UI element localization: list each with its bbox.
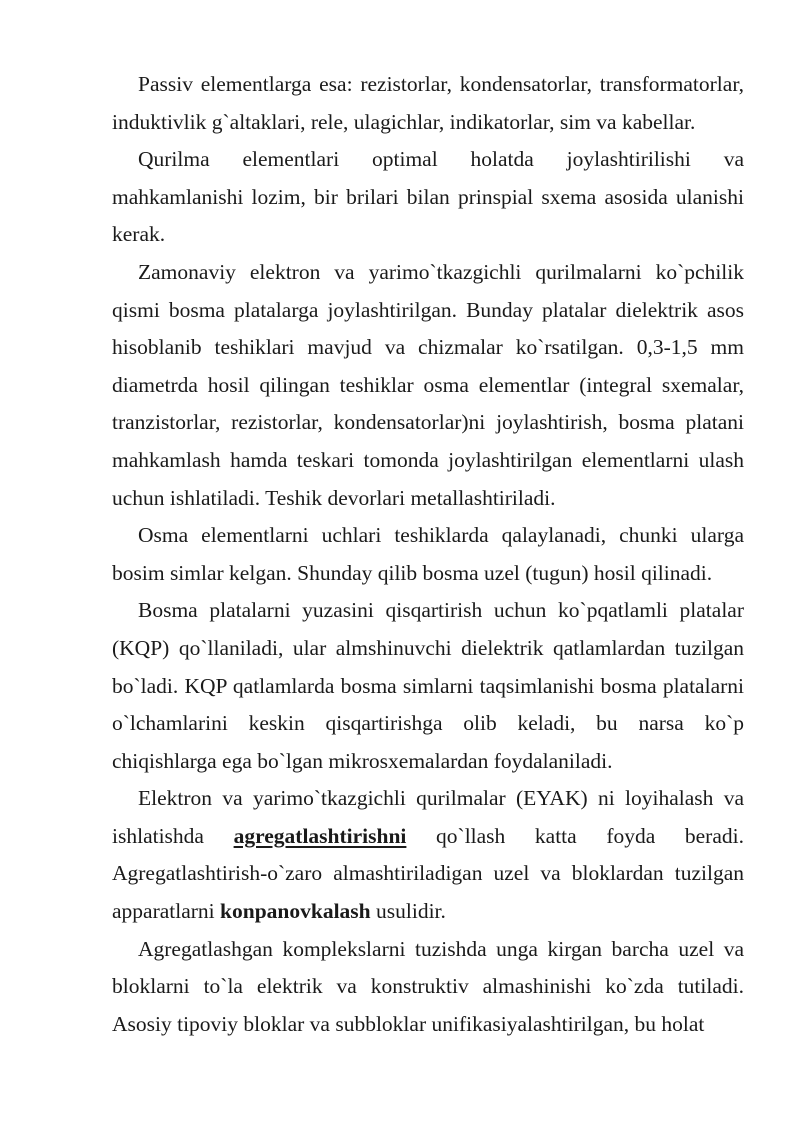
text-line xyxy=(112,292,744,330)
text-line xyxy=(112,216,744,254)
text-run: bosim simlar kelgan. Shunday qilib bosma uzel (tugun) hosil qilinadi. xyxy=(112,560,713,585)
text-run: Agregatlashtirish-o`zaro almashtiriladigan uzel va bloklardan tuzilgan xyxy=(112,861,744,886)
text-run: Zamonaviy elektron va yarimo`tkazgichli qurilmalarni ko`pchilik xyxy=(138,259,744,284)
text-line xyxy=(112,931,744,969)
text-run: Bosma platalarni yuzasini qisqartirish uchun ko`pqatlamli platalar xyxy=(138,598,744,623)
text-line xyxy=(112,404,744,442)
text-line xyxy=(112,367,744,405)
text-run: (KQP) qo`llaniladi, ular almshinuvchi dielektrik qatlamlardan tuzilgan xyxy=(112,635,744,660)
text-run: chiqishlarga ega bo`lgan mikrosxemalardan foydalaniladi. xyxy=(112,748,613,773)
paragraph-3 xyxy=(112,254,744,517)
text-line xyxy=(112,254,744,292)
text-line xyxy=(112,480,744,518)
text-line xyxy=(112,141,744,179)
emphasized-term: konpanovkalash xyxy=(220,899,371,924)
text-run: induktivlik g`altaklari, rele, ulagichlar, indikatorlar, sim va kabellar. xyxy=(112,109,696,134)
text-run: Elektron va yarimo`tkazgichli qurilmalar (EYAK) ni loyihalash va xyxy=(138,786,744,811)
text-run: o`lchamlarini keskin qisqartirishga olib keladi, bu narsa ko`p xyxy=(112,711,744,736)
text-line xyxy=(112,743,744,781)
text-run: mahkamlash hamda teskari tomonda joylashtirilgan elementlarni ulash xyxy=(112,447,744,472)
text-line xyxy=(112,893,744,931)
text-run: Osma elementlarni uchlari teshiklarda qalaylanadi, chunki ularga xyxy=(138,523,744,548)
text-line xyxy=(112,968,744,1006)
text-run: Agregatlashgan komplekslarni tuzishda unga kirgan barcha uzel va xyxy=(138,936,744,961)
text-line xyxy=(112,329,744,367)
paragraph-1 xyxy=(112,66,744,141)
text-run: Qurilma elementlari optimal holatda joylashtirilishi va xyxy=(138,147,744,172)
emphasized-term: agregatlashtirishni xyxy=(233,823,407,848)
text-line xyxy=(112,66,744,104)
text-line xyxy=(112,104,744,142)
paragraph-7 xyxy=(112,931,744,1044)
text-run: usulidir. xyxy=(370,899,446,924)
text-run: bloklarni to`la elektrik va konstruktiv almashinishi ko`zda tutiladi. xyxy=(112,974,744,999)
text-run: qismi bosma platalarga joylashtirilgan. Bunday platalar dielektrik asos xyxy=(112,297,744,322)
text-run: ishlatishda xyxy=(112,823,234,848)
text-line xyxy=(112,179,744,217)
text-line xyxy=(112,855,744,893)
text-run: Passiv elementlarga esa: rezistorlar, kondensatorlar, transformatorlar, xyxy=(138,72,744,96)
paragraph-6 xyxy=(112,780,744,930)
text-run: apparatlarni xyxy=(112,899,221,924)
text-line xyxy=(112,780,744,818)
text-run: tranzistorlar, rezistorlar, kondensatorlar)ni joylashtirish, bosma platani xyxy=(112,410,744,435)
text-run: uchun ishlatiladi. Teshik devorlari metallashtiriladi. xyxy=(112,485,556,510)
paragraph-4 xyxy=(112,517,744,592)
text-run: kerak. xyxy=(112,222,166,247)
text-line xyxy=(112,668,744,706)
text-line xyxy=(112,705,744,743)
paragraph-5 xyxy=(112,592,744,780)
text-run: diametrda hosil qilingan teshiklar osma elementlar (integral sxemalar, xyxy=(112,372,744,397)
text-line xyxy=(112,630,744,668)
text-line xyxy=(112,818,744,856)
text-line xyxy=(112,592,744,630)
paragraph-2 xyxy=(112,141,744,254)
text-run: Asosiy tipoviy bloklar va subbloklar unifikasiyalashtirilgan, bu holat xyxy=(112,1011,705,1036)
text-line xyxy=(112,555,744,593)
document-body xyxy=(112,66,744,1043)
text-line xyxy=(112,442,744,480)
text-line xyxy=(112,1006,744,1044)
text-run: qo`llash katta foyda beradi. xyxy=(406,823,744,848)
text-run: bo`ladi. KQP qatlamlarda bosma simlarni taqsimlanishi bosma platalarni xyxy=(112,673,744,698)
text-run: mahkamlanishi lozim, bir brilari bilan prinspial sxema asosida ulanishi xyxy=(112,184,744,209)
text-line xyxy=(112,517,744,555)
text-run: hisoblanib teshiklari mavjud va chizmalar ko`rsatilgan. 0,3-1,5 mm xyxy=(112,335,744,360)
